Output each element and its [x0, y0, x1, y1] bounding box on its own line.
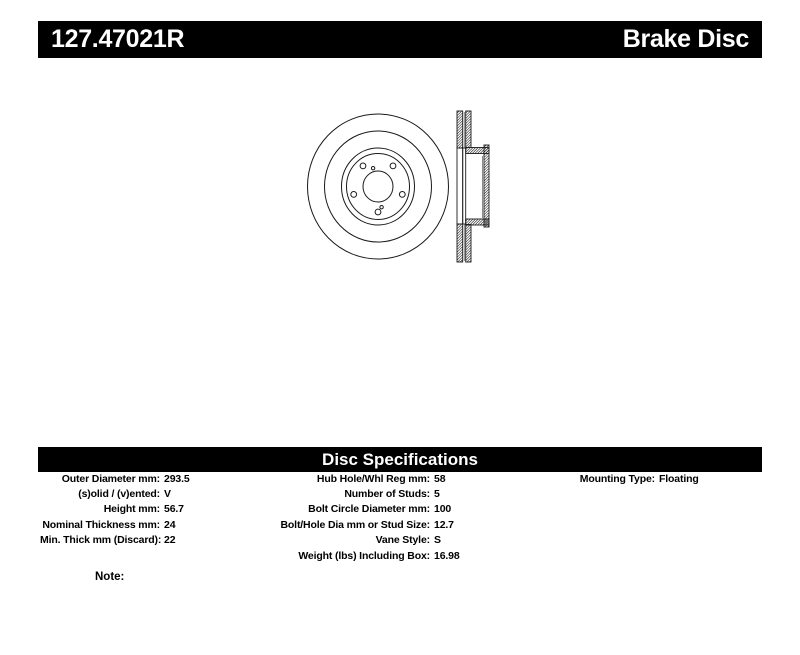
spec-value: 12.7: [434, 518, 454, 531]
spec-value: 58: [434, 472, 446, 485]
spec-value: 100: [434, 503, 452, 516]
spec-value: S: [434, 534, 441, 547]
spec-column-type: [540, 471, 760, 486]
part-number: 127.47021R: [51, 25, 185, 53]
spec-row-bolt-circle-diameter: [280, 502, 540, 517]
outer-edge-circle: [308, 114, 449, 259]
spec-row-weight: [280, 548, 540, 563]
spec-value: 16.98: [434, 549, 460, 562]
spec-label: Bolt Circle Diameter mm:: [308, 503, 430, 516]
brake-disc-front-view: [308, 114, 449, 259]
spec-value: 5: [434, 488, 440, 501]
brake-disc-drawing: [285, 98, 510, 278]
spec-label: Mounting Type:: [579, 472, 655, 485]
spec-label: Bolt/Hole Dia mm or Stud Size:: [280, 518, 430, 531]
spec-label: Number of Studs:: [344, 488, 430, 501]
spec-label: (s)olid / (v)ented:: [78, 488, 160, 501]
spec-label: Outer Diameter mm:: [61, 472, 160, 485]
spec-value: Floating: [659, 472, 699, 485]
stud-hole: [351, 192, 357, 198]
spec-row-outer-diameter: [40, 471, 280, 486]
spec-label: Hub Hole/Whl Reg mm:: [316, 472, 430, 485]
brake-disc-side-section-view: [457, 111, 489, 262]
center-bore: [363, 171, 393, 202]
spec-column-mounting: [280, 471, 540, 563]
spec-row-height: [40, 502, 280, 517]
stud-hole: [399, 192, 405, 198]
spec-label: Min. Thick mm (Discard):: [40, 534, 162, 547]
spec-value: 22: [164, 534, 176, 547]
spec-row-nominal-thickness: [40, 517, 280, 532]
spec-value: V: [164, 488, 171, 501]
spec-label: Nominal Thickness mm:: [42, 518, 160, 531]
spec-row-hub-hole: [280, 471, 540, 486]
spec-row-mounting-type: [540, 471, 760, 486]
spec-value: 293.5: [164, 472, 190, 485]
spec-label: Weight (lbs) Including Box:: [298, 549, 430, 562]
spec-value: 56.7: [164, 503, 184, 516]
hub-outer-circle: [342, 148, 415, 225]
spec-label: Height mm:: [103, 503, 160, 516]
section-header-bar: [38, 447, 762, 472]
section-header-title: Disc Specifications: [322, 449, 478, 469]
spec-value: 24: [164, 518, 176, 531]
spec-row-solid-vented: [40, 486, 280, 501]
mounting-flange-circle: [347, 154, 410, 220]
spec-label: Vane Style:: [375, 534, 430, 547]
alignment-hole: [380, 206, 383, 209]
product-type: Brake Disc: [622, 25, 749, 53]
title-bar: [38, 21, 762, 58]
alignment-hole: [371, 167, 374, 170]
hub-bore-outline: [457, 148, 463, 224]
note-label: Note:: [95, 571, 125, 583]
spec-row-vane-style: [280, 533, 540, 548]
stud-hole: [375, 209, 381, 215]
spec-row-bolt-hole-dia: [280, 517, 540, 532]
hub-face-outline: [463, 148, 466, 224]
spec-row-number-of-studs: [280, 486, 540, 501]
stud-hole: [390, 163, 396, 169]
spec-column-dimensions: [40, 471, 280, 548]
spec-row-min-thickness: [40, 533, 280, 548]
stud-hole: [360, 163, 366, 169]
